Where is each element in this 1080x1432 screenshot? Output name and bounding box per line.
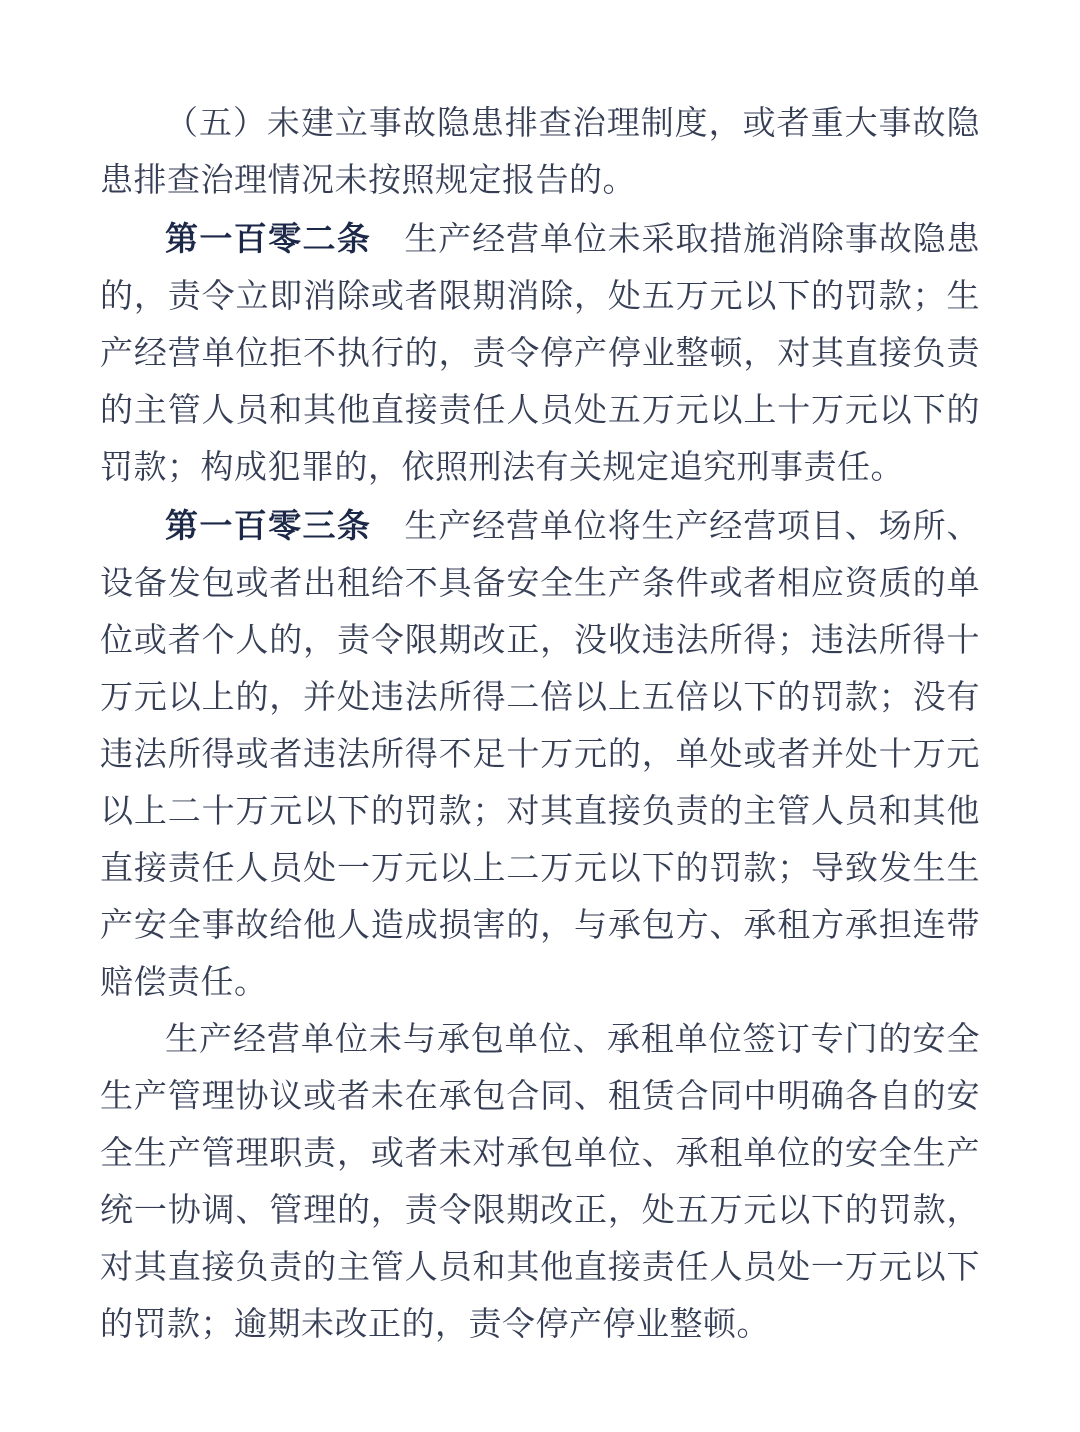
paragraph xyxy=(100,96,980,210)
paragraph-text: 生产经营单位将生产经营项目、场所、设备发包或者出租给不具备安全生产条件或者相应资质的单位或者个人的，责令限期改正，没收违法所得；违法所得十万元以上的，并处违法所得二倍以上五倍以下的罚款；没有违法所得或者违法所得不足十万元的，单处或者并处十万元以上二十万元以下的罚款；对其直接负责的主管人员和其他直接责任人员处一万元以上二万元以下的罚款；导致发生生产安全事故给他人造成损害的，与承包方、承租方承担连带赔偿责任。 xyxy=(100,509,981,1001)
paragraph-text: （五）未建立事故隐患排查治理制度，或者重大事故隐患排查治理情况未按照规定报告的。 xyxy=(100,106,980,199)
paragraph xyxy=(100,497,980,1012)
article-number: 第一百零二条 xyxy=(165,220,372,257)
paragraph xyxy=(100,1012,980,1354)
legal-text-body xyxy=(100,96,980,1354)
paragraph xyxy=(100,210,980,497)
paragraph-text: 生产经营单位未采取措施消除事故隐患的，责令立即消除或者限期消除，处五万元以下的罚款；生产经营单位拒不执行的，责令停产停业整顿，对其直接负责的主管人员和其他直接责任人员处五万元以上十万元以下的罚款；构成犯罪的，依照刑法有关规定追究刑事责任。 xyxy=(100,222,981,486)
article-number: 第一百零三条 xyxy=(165,507,372,544)
paragraph-text: 生产经营单位未与承包单位、承租单位签订专门的安全生产管理协议或者未在承包合同、租赁合同中明确各自的安全生产管理职责，或者未对承包单位、承租单位的安全生产统一协调、管理的，责令限期改正，处五万元以下的罚款，对其直接负责的主管人员和其他直接责任人员处一万元以下的罚款；逾期未改正的，责令停产停业整顿。 xyxy=(100,1022,980,1343)
